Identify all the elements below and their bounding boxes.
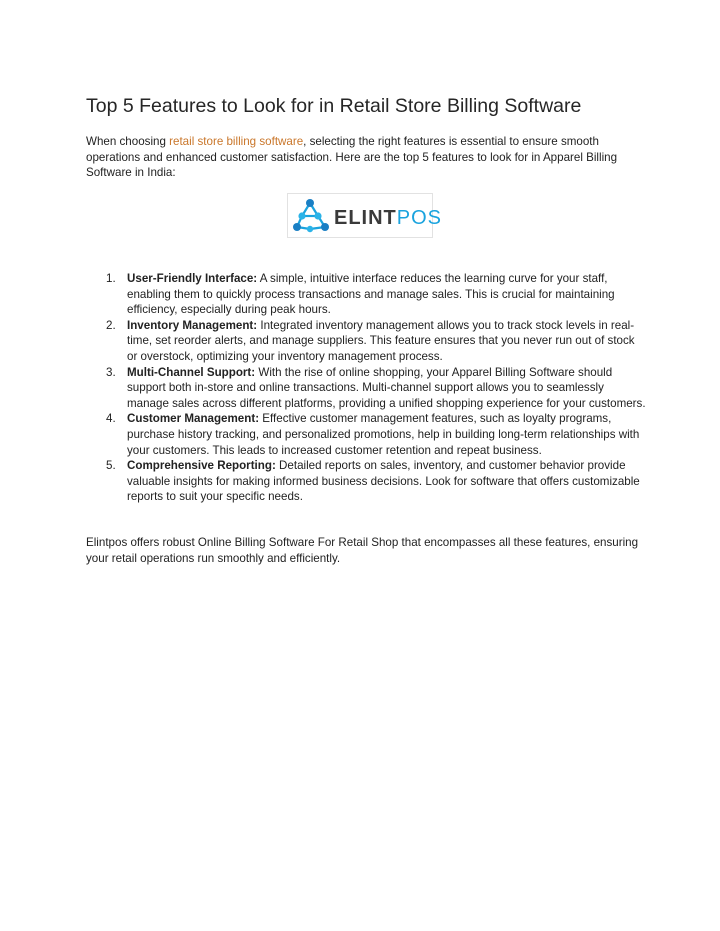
feature-text: A simple, intuitive interface reduces the learning curve for your staff, enabling them to quickly process transactions and manage sales. This is crucial for maintaining efficiency, especially during peak hours. <box>127 272 615 317</box>
intro-text-end: , selecting the right features is essential to ensure smooth operations and enhanced customer satisfaction. Here are the top 5 features to look for in Apparel Billing Software in India: <box>86 135 618 180</box>
feature-item <box>86 318 646 365</box>
closing-paragraph: Elintpos offers robust Online Billing Software For Retail Shop that encompasses all these features, ensuring your retail operations run smoothly and efficiently. <box>86 536 639 565</box>
feature-heading: Customer Management: <box>127 412 260 426</box>
feature-text: Integrated inventory management allows you to track stock levels in real-time, set reorder alerts, and manage suppliers. This feature ensures that you never run out of stock or overstock, optimizing your inventory management process. <box>127 318 635 363</box>
feature-heading: User-Friendly Interface: <box>127 272 258 285</box>
network-nodes-icon <box>288 194 443 237</box>
intro-text-start: When choosing <box>86 135 170 148</box>
retail-billing-software-link[interactable]: retail store billing software <box>169 135 304 148</box>
intro-paragraph <box>86 134 646 181</box>
feature-text: With the rise of online shopping, your Apparel Billing Software should support both in-store and online transactions. Multi-channel support allows you to seamlessly manage sales across different platforms, providing a unified shopping experience for your customers. <box>127 365 646 410</box>
svg-text:ELINTPOS <box>334 207 442 229</box>
feature-number: 5. <box>106 459 116 473</box>
feature-heading: Multi-Channel Support: <box>127 365 256 379</box>
feature-heading: Inventory Management: <box>127 318 258 332</box>
feature-item <box>86 271 646 318</box>
feature-item <box>86 411 646 458</box>
feature-number: 2. <box>106 318 116 332</box>
logo-text-dark: ELINT <box>334 207 397 229</box>
feature-number: 1. <box>106 272 116 285</box>
feature-number: 3. <box>106 365 116 379</box>
feature-item <box>86 458 646 505</box>
logo-text-accent: POS <box>396 207 443 229</box>
feature-item <box>86 365 646 412</box>
feature-text: Effective customer management features, such as loyalty programs, purchase history tracking, and personalized promotions, help in building long-term relationships with your customers. This leads to increased customer retention and repeat business. <box>127 412 640 457</box>
feature-heading: Comprehensive Reporting: <box>127 459 276 473</box>
feature-number: 4. <box>106 412 116 426</box>
elintpos-logo <box>287 193 443 238</box>
feature-text: Detailed reports on sales, inventory, and customer behavior provide valuable insights for making informed business decisions. Look for software that offers customizable reports to suit your specific needs. <box>127 459 640 504</box>
features-list <box>86 271 646 505</box>
page-title: Top 5 Features to Look for in Retail Store Billing Software <box>86 95 582 117</box>
